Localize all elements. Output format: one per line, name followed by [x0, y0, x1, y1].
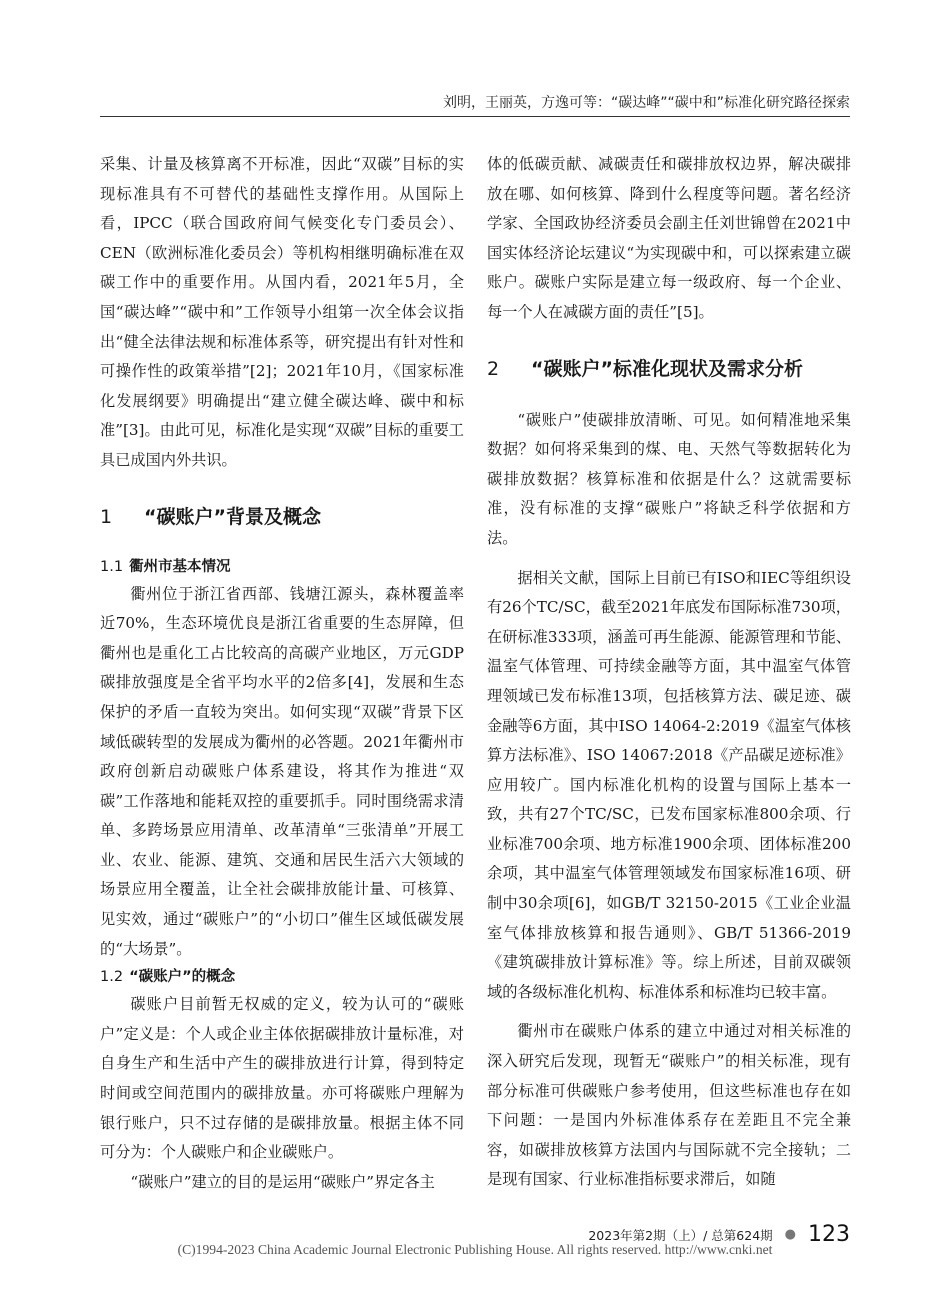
copyright-watermark: (C)1994-2023 China Academic Journal Electronic Publishing House. All rights reserved. http://www.cnki.net: [177, 1242, 773, 1257]
subsection-title: 衢州市基本情况: [129, 558, 231, 575]
paragraph-continued: 体的低碳贡献、减碳责任和碳排放权边界，解决碳排放在哪、如何核算、降到什么程度等问题。著名经济学家、全国政协经济委员会副主任刘世锦曾在2021中国实体经济论坛建议“为实现碳中和，可以探索建立碳账户。碳账户实际是建立每一级政府、每一个企业、每一个人在减碳方面的责任”[5]。: [487, 155, 851, 321]
paragraph-quzhou-findings: 衢州市在碳账户体系的建立中通过对相关标准的深入研究后发现，现暂无“碳账户”的相关标准，现有部分标准可供碳账户参考使用，但这些标准也存在如下问题：一是国内外标准体系存在差距且不完全兼容，如碳排放核算方法国内与国际就不完全接轨；二是现有国家、行业标准指标要求滞后，如随: [487, 1022, 851, 1189]
section-title: “碳账户”标准化现状及需求分析: [531, 357, 803, 380]
right-column: [487, 150, 851, 1195]
bullet-icon: ●: [784, 1227, 796, 1242]
section-number: 2: [487, 357, 500, 380]
paragraph-standard-status: 据相关文献，国际上目前已有ISO和IEC等组织设有26个TC/SC，截至2021年底发布国际标准730项，在研标准333项，涵盖可再生能源、能源管理和节能、温室气体管理、可持续金融等方面，其中温室气体管理领域已发布标准13项，包括核算方法、碳足迹、碳金融等6方面，其中ISO 14064-2:2019《温室气体核算方法标准》、ISO 14067:2018《产品碳足迹标准》应用较广。国内标准化机构的设置与国际上基本一致，共有27个TC/SC，已发布国家标准800余项、行业标准700余项、地方标准1900余项、团体标准200余项，其中温室气体管理领域发布国家标准16项、研制中30余项[6]，如GB/T 32150-2015《工业企业温室气体排放核算和报告通则》、GB/T 51366-2019《建筑碳排放计算标准》等。综上所述，目前双碳领域的各级标准化机构、标准体系和标准均已较丰富。: [487, 568, 851, 1001]
running-header: 刘明，王丽英，方逸可等：“碳达峰”“碳中和”标准化研究路径探索: [442, 95, 850, 111]
page-number: 123: [808, 1222, 850, 1247]
paragraph-quzhou-overview: 衢州位于浙江省西部、钱塘江源头，森林覆盖率近70%，生态环境优良是浙江省重要的生态屏障，但衢州也是重化工占比较高的高碳产业地区，万元GDP碳排放强度是全省平均水平的2倍多[4]，发展和生态保护的矛盾一直较为突出。如何实现“双碳”背景下区域低碳转型的发展成为衢州的必答题。2021年衢州市政府创新启动碳账户体系建设，将其作为推进“双碳”工作落地和能耗双控的重要抓手。同时围绕需求清单、多跨场景应用清单、改革清单“三张清单”开展工业、农业、能源、建筑、交通和居民生活六大领域的场景应用全覆盖，让全社会碳排放能计量、可核算、见实效，通过“碳账户”的“小切口”催生区域低碳发展的“大场景”。: [100, 584, 464, 958]
subsection-title: “碳账户”的概念: [129, 969, 236, 986]
section-heading-1: [100, 502, 464, 532]
left-column: [100, 150, 464, 1197]
section-number: 1: [100, 505, 113, 528]
paragraph-carbon-account-definition: 碳账户目前暂无权威的定义，较为认可的“碳账户”定义是：个人或企业主体依据碳排放计量标准，对自身生产和生活中产生的碳排放进行计算，得到特定时间或空间范围内的碳排放量。亦可将碳账户理解为银行账户，只不过存储的是碳排放量。根据主体不同可分为：个人碳账户和企业碳账户。: [100, 995, 464, 1162]
subsection-heading-1-1: [100, 554, 464, 580]
subsection-heading-1-2: [100, 964, 464, 990]
section-heading-2: [487, 354, 851, 384]
issue-info: 2023年第2期（上）/ 总第624期: [588, 1227, 773, 1243]
intro-paragraph: 采集、计量及核算离不开标准，因此“双碳”目标的实现标准具有不可替代的基础性支撑作用。从国际上看，IPCC（联合国政府间气候变化专门委员会）、CEN（欧洲标准化委员会）等机构相继明确标准在双碳工作中的重要作用。从国内看，2021年5月，全国“碳达峰”“碳中和”工作领导小组第一次全体会议指出“健全法律法规和标准体系等，研究提出有针对性和可操作性的政策举措”[2]；2021年10月，《国家标准化发展纲要》明确提出“建立健全碳达峰、碳中和标准”[3]。由此可见，标准化是实现“双碳”目标的重要工具已成国内外共识。: [100, 155, 464, 469]
paragraph-carbon-account-purpose: “碳账户”建立的目的是运用“碳账户”界定各主: [130, 1172, 435, 1191]
paragraph-standard-need: “碳账户”使碳排放清晰、可见。如何精准地采集数据？如何将采集到的煤、电、天然气等数据转化为碳排放数据？核算标准和依据是什么？这就需要标准，没有标准的支撑“碳账户”将缺乏科学依据和方法。: [487, 410, 851, 547]
subsection-number: 1.2: [100, 969, 124, 986]
section-title: “碳账户”背景及概念: [144, 505, 321, 528]
subsection-number: 1.1: [100, 558, 124, 575]
header-divider: [100, 116, 850, 117]
